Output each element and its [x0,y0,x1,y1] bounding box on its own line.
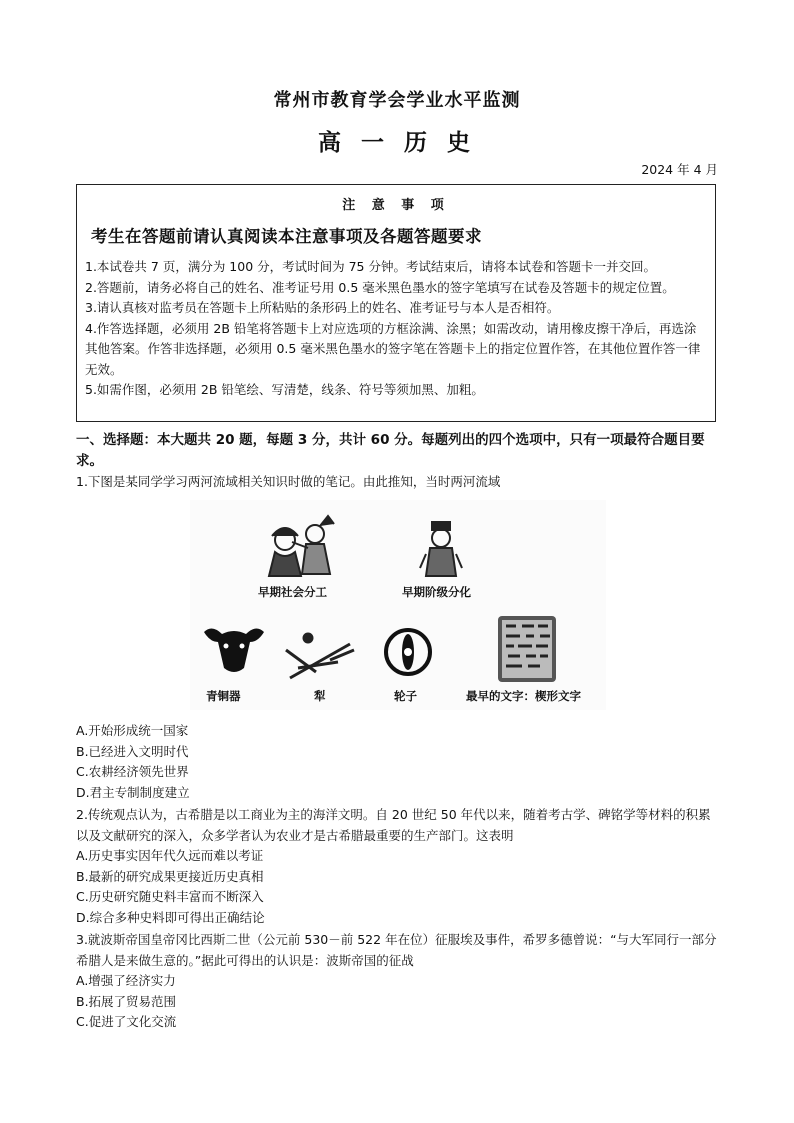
exam-title: 常州市教育学会学业水平监测 [273,90,521,111]
cuneiform-tablet-icon [498,616,556,682]
option-a: A.增强了经济实力 [76,973,176,988]
notice-subheading: 考生在答题前请认真阅读本注意事项及各题答题要求 [91,227,482,246]
option-a: A.开始形成统一国家 [76,723,189,738]
exam-subject: 高 一 历 史 [317,130,477,156]
option-d: D.综合多种史料即可得出正确结论 [76,909,265,925]
section-heading: 一、选择题：本大题共 20 题，每题 3 分，共计 60 分。每题列出的四个选项中，只有一项最符合题目要求。 [76,432,705,469]
option-b: B.最新的研究成果更接近历史真相 [76,868,264,884]
label-division-of-labor: 早期社会分工 [258,585,327,599]
notice-item: 5.如需作图，必须用 2B 铅笔绘、写清楚，线条、符号等须加黑、加粗。 [85,382,484,397]
class-differentiation-icon [420,522,462,576]
bronze-bull-icon [204,628,264,672]
option-d: D.君主专制制度建立 [76,784,190,800]
option-b: B.拓展了贸易范围 [76,993,177,1009]
question-1-figure [190,500,606,710]
question-2-options [76,846,720,928]
exam-date: 2024 年 4 月 [641,162,718,177]
notice-heading: 注 意 事 项 [342,198,450,213]
question-2-stem: 2.传统观点认为，古希腊是以工商业为主的海洋文明。自 20 世纪 50 年代以来，随着考古学、碑铭学等材料的积累以及文献研究的深入，众多学者认为农业才是古希腊最重要的生产部门。这表明 [76,807,711,843]
label-class-differentiation: 早期阶级分化 [402,585,471,599]
question-1-stem: 1.下图是某同学学习两河流域相关知识时做的笔记。由此推知，当时两河流域 [76,474,501,489]
question-3-stem: 3.就波斯帝国皇帝冈比西斯二世（公元前 530－前 522 年在位）征服埃及事件，希罗多德曾说：“与大军同行一部分希腊人是来做生意的。”据此可得出的认识是：波斯帝国的征战 [76,932,717,968]
option-c: C.历史研究随史料丰富而不断深入 [76,889,264,904]
label-writing: 最早的文字：楔形文字 [466,689,581,703]
label-wheel: 轮子 [394,689,417,703]
question-1-options [76,721,720,803]
notice-item: 3.请认真核对监考员在答题卡上所粘贴的条形码上的姓名、准考证号与本人是否相符。 [85,300,560,315]
option-b: B.已经进入文明时代 [76,743,189,759]
wheel-icon [386,630,430,674]
notice-list [85,257,707,401]
option-c: C.农耕经济领先世界 [76,764,189,779]
label-plough: 犁 [314,689,326,703]
question-3-options [76,971,720,1033]
label-bronze: 青铜器 [206,689,241,703]
figure-illustrations [190,500,606,710]
notice-item: 2.答题前，请务必将自己的姓名、准考证号用 0.5 毫米黑色墨水的签字笔填写在试卷及答题卡的规定位置。 [85,279,675,295]
notice-box [76,184,716,422]
option-a: A.历史事实因年代久远而难以考证 [76,848,264,863]
notice-item: 4.作答选择题，必须用 2B 铅笔将答题卡上对应选项的方框涂满、涂黑；如需改动，请用橡皮擦干净后，再选涂其他答案。作答非选择题，必须用 0.5 毫米黑色墨水的签字笔在答题卡上的指定位置作答，在其他位置作答一律无效。 [85,320,701,377]
option-c: C.促进了文化交流 [76,1014,177,1029]
division-of-labor-icon [269,516,334,576]
plough-icon [286,634,354,678]
notice-item: 1.本试卷共 7 页，满分为 100 分，考试时间为 75 分钟。考试结束后，请将本试卷和答题卡一并交回。 [85,259,656,274]
